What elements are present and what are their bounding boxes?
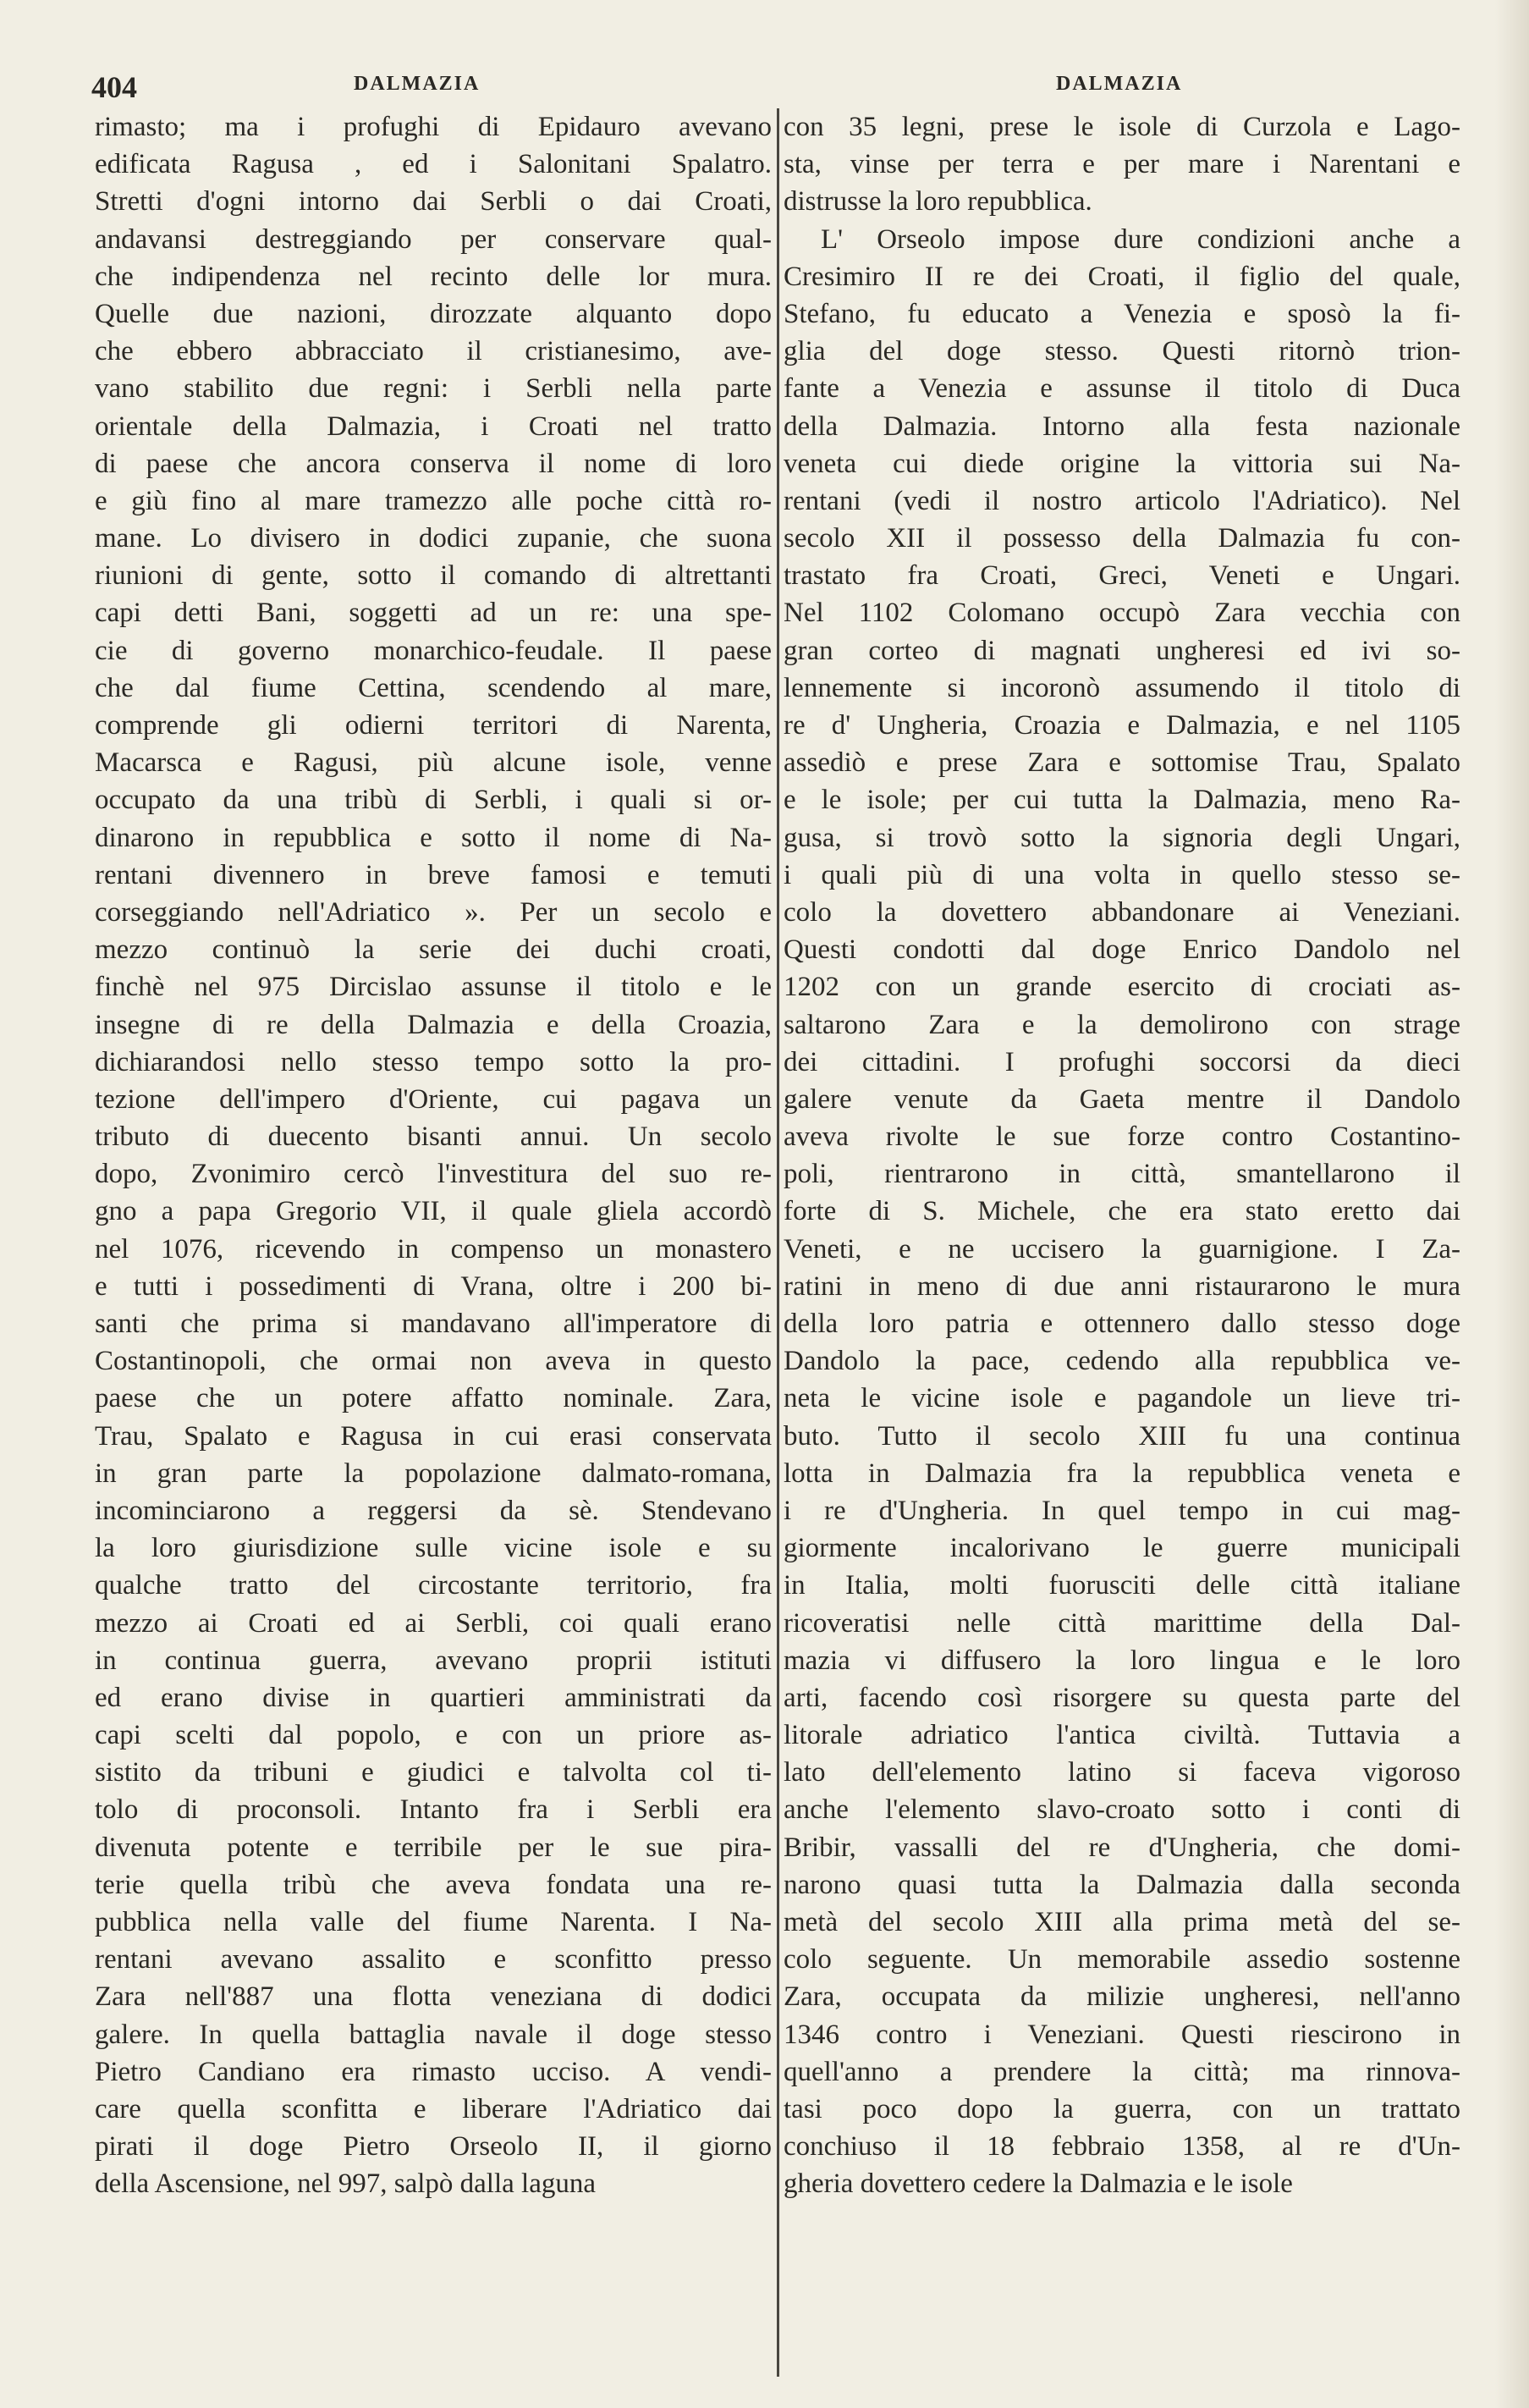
text-line: che dal fiume Cettina, scendendo al mare, [95, 672, 772, 703]
running-head-left: DALMAZIA [354, 73, 481, 95]
text-line: ratini in meno di due anni ristaurarono le mura [784, 1270, 1460, 1302]
text-line: dei cittadini. I profughi soccorsi da dieci [784, 1046, 1460, 1077]
text-line: galere venute da Gaeta mentre il Dandolo [784, 1083, 1460, 1115]
text-line: santi che prima si mandavano all'imperatore di [95, 1309, 772, 1339]
text-line: riunioni di gente, sotto il comando di altrettanti [95, 560, 772, 592]
text-line: saltarono Zara e la demolirono con strage [784, 1009, 1460, 1040]
text-line: gno a papa Gregorio VII, il quale gliela accordò [95, 1196, 772, 1227]
text-line: Zara nell'887 una flotta veneziana di dodici [95, 1981, 772, 2013]
text-line: incominciarono a reggersi da sè. Stendevano [95, 1495, 772, 1526]
text-line: L' Orseolo impose dure condizioni anche a [821, 223, 1460, 255]
text-line: colo la dovettero abbandonare ai Veneziani. [784, 896, 1460, 928]
text-line: metà del secolo XIII alla prima metà del se- [784, 1907, 1460, 1937]
text-line: Stefano, fu educato a Venezia e sposò la fi- [784, 298, 1460, 329]
text-line: che indipendenza nel recinto delle lor mura. [95, 261, 772, 292]
text-line: veneta cui diede origine la vittoria sui Na- [784, 448, 1460, 479]
text-line: mezzo ai Croati ed ai Serbli, coi quali erano [95, 1607, 772, 1639]
text-line: Cresimiro II re dei Croati, il figlio del quale, [784, 261, 1460, 292]
text-line: anche l'elemento slavo-croato sotto i conti di [784, 1794, 1460, 1826]
text-line: rentani avevano assalito e sconfitto presso [95, 1944, 772, 1975]
text-line: mane. Lo divisero in dodici zupanie, che suona [95, 523, 772, 554]
text-line: trastato fra Croati, Greci, Veneti e Ungari. [784, 560, 1460, 592]
text-line: forte di S. Michele, che era stato eretto dai [784, 1196, 1460, 1227]
text-line: re d' Ungheria, Croazia e Dalmazia, e nel 1105 [784, 710, 1460, 741]
text-line: edificata Ragusa , ed i Salonitani Spalatro. [95, 149, 772, 180]
text-line: della loro patria e ottennero dallo stesso doge [784, 1309, 1460, 1339]
text-line: Trau, Spalato e Ragusa in cui erasi conservata [95, 1420, 772, 1452]
text-line: 1202 con un grande esercito di crociati as- [784, 972, 1460, 1003]
page-edge [1495, 0, 1529, 2408]
text-line: poli, rientrarono in città, smantellarono il [784, 1159, 1460, 1190]
text-line: fante a Venezia e assunse il titolo di Duca [784, 373, 1460, 405]
text-line: rentani (vedi il nostro articolo l'Adriatico). Nel [784, 485, 1460, 516]
page-number: 404 [91, 70, 137, 104]
text-line: capi detti Bani, soggetti ad un re: una spe- [95, 598, 772, 629]
text-line: assediò e prese Zara e sottomise Trau, Spalato [784, 747, 1460, 779]
text-line: Pietro Candiano era rimasto ucciso. A vendi- [95, 2056, 772, 2087]
text-line: distrusse la loro repubblica. [784, 186, 1092, 218]
text-line: occupato da una tribù di Serbli, i quali si or- [95, 785, 772, 816]
column-divider [777, 108, 779, 2377]
text-line: della Dalmazia. Intorno alla festa nazionale [784, 411, 1460, 442]
text-line: aveva rivolte le sue forze contro Costantino- [784, 1121, 1460, 1153]
text-line: mezzo continuò la serie dei duchi croati, [95, 934, 772, 966]
text-line: insegne di re della Dalmazia e della Croazia, [95, 1009, 772, 1040]
text-line: lato dell'elemento latino si faceva vigoroso [784, 1757, 1460, 1788]
text-line: 1346 contro i Veneziani. Questi riescirono in [784, 2019, 1460, 2050]
text-line: Veneti, e ne uccisero la guarnigione. I Za- [784, 1233, 1460, 1265]
text-line: i re d'Ungheria. In quel tempo in cui mag- [784, 1495, 1460, 1526]
text-line: Stretti d'ogni intorno dai Serbli o dai Croati, [95, 186, 772, 218]
text-line: Macarsca e Ragusi, più alcune isole, venne [95, 747, 772, 779]
text-line: gran corteo di magnati ungheresi ed ivi so- [784, 635, 1460, 666]
text-line: dichiarandosi nello stesso tempo sotto la pro- [95, 1046, 772, 1077]
text-line: che ebbero abbracciato il cristianesimo, ave- [95, 336, 772, 367]
text-line: neta le vicine isole e pagandole un lieve tri- [784, 1383, 1460, 1414]
text-line: secolo XII il possesso della Dalmazia fu con- [784, 523, 1460, 554]
text-line: rimasto; ma i profughi di Epidauro avevano [95, 112, 772, 142]
text-line: in Italia, molti fuorusciti delle città italiane [784, 1570, 1460, 1601]
text-line: e giù fino al mare tramezzo alle poche città ro- [95, 485, 772, 516]
text-line: in continua guerra, avevano proprii istituti [95, 1645, 772, 1676]
right-column [784, 108, 1460, 2203]
text-line: e tutti i possedimenti di Vrana, oltre i 200 bi- [95, 1270, 772, 1302]
text-line: Bribir, vassalli del re d'Ungheria, che domi- [784, 1832, 1460, 1863]
page-header [91, 69, 1495, 107]
text-line: tezione dell'impero d'Oriente, cui pagava un [95, 1083, 772, 1115]
text-line: qualche tratto del circostante territorio, fra [95, 1570, 772, 1601]
text-line: lennemente si incoronò assumendo il titolo di [784, 672, 1460, 703]
text-line: tasi poco dopo la guerra, con un trattato [784, 2093, 1460, 2124]
text-line: cie di governo monarchico-feudale. Il paese [95, 635, 772, 666]
text-line: con 35 legni, prese le isole di Curzola e Lago- [784, 112, 1460, 142]
text-line: sistito da tribuni e giudici e talvolta col ti- [95, 1757, 772, 1788]
text-line: corseggiando nell'Adriatico ». Per un secolo e [95, 896, 772, 928]
text-line: andavansi destreggiando per conservare qual- [95, 223, 772, 255]
text-line: ricoveratisi nelle città marittime della Dal- [784, 1607, 1460, 1639]
text-line: Zara, occupata da milizie ungheresi, nell'anno [784, 1981, 1460, 2013]
text-line: gusa, si trovò sotto la signoria degli Ungari, [784, 822, 1460, 853]
text-line: comprende gli odierni territori di Narenta, [95, 710, 772, 741]
running-head-right: DALMAZIA [1056, 73, 1183, 95]
text-line: vano stabilito due regni: i Serbli nella parte [95, 373, 772, 405]
text-line: litorale adriatico l'antica civiltà. Tuttavia a [784, 1720, 1460, 1751]
text-line: pirati il doge Pietro Orseolo II, il giorno [95, 2131, 772, 2163]
text-line: dinarono in repubblica e sotto il nome di Na- [95, 822, 772, 853]
text-line: mazia vi diffusero la loro lingua e le loro [784, 1645, 1460, 1676]
text-line: terie quella tribù che aveva fondata una re- [95, 1869, 772, 1900]
text-line: di paese che ancora conserva il nome di loro [95, 448, 772, 479]
text-line: galere. In quella battaglia navale il doge stesso [95, 2019, 772, 2050]
text-line: Quelle due nazioni, dirozzate alquanto dopo [95, 298, 772, 329]
text-line: rentani divennero in breve famosi e temuti [95, 859, 772, 890]
text-line: i quali più di una volta in quello stesso se- [784, 859, 1460, 890]
text-line: divenuta potente e terribile per le sue pira- [95, 1832, 772, 1863]
text-line: tributo di duecento bisanti annui. Un secolo [95, 1121, 772, 1153]
text-line: Nel 1102 Colomano occupò Zara vecchia con [784, 598, 1460, 629]
text-line: giormente incalorivano le guerre municipali [784, 1533, 1460, 1564]
text-line: la loro giurisdizione sulle vicine isole e su [95, 1533, 772, 1564]
left-column [95, 108, 772, 2203]
text-line: quell'anno a prendere la città; ma rinnova- [784, 2056, 1460, 2087]
text-line: narono quasi tutta la Dalmazia dalla seconda [784, 1869, 1460, 1900]
text-line: pubblica nella valle del fiume Narenta. I Na- [95, 1907, 772, 1937]
text-line: e le isole; per cui tutta la Dalmazia, meno Ra- [784, 785, 1460, 816]
text-line: ed erano divise in quartieri amministrati da [95, 1682, 772, 1713]
text-line: lotta in Dalmazia fra la repubblica veneta e [784, 1457, 1460, 1489]
text-line: paese che un potere affatto nominale. Zara, [95, 1383, 772, 1414]
text-line: della Ascensione, nel 997, salpò dalla laguna [95, 2168, 597, 2200]
text-line: finchè nel 975 Dircislao assunse il titolo e le [95, 972, 772, 1003]
text-line: sta, vinse per terra e per mare i Narentani e [784, 149, 1460, 180]
text-line: orientale della Dalmazia, i Croati nel tratto [95, 411, 772, 442]
text-line: tolo di proconsoli. Intanto fra i Serbli era [95, 1794, 772, 1826]
text-line: nel 1076, ricevendo in compenso un monastero [95, 1233, 772, 1265]
text-line: capi scelti dal popolo, e con un priore as- [95, 1720, 772, 1751]
text-line: Costantinopoli, che ormai non aveva in questo [95, 1346, 772, 1377]
text-line: glia del doge stesso. Questi ritornò trion- [784, 336, 1460, 367]
text-line: dopo, Zvonimiro cercò l'investitura del suo re- [95, 1159, 772, 1190]
text-line: arti, facendo così risorgere su questa parte del [784, 1682, 1460, 1713]
text-line: Questi condotti dal doge Enrico Dandolo nel [784, 934, 1460, 966]
text-line: gheria dovettero cedere la Dalmazia e le isole [784, 2168, 1293, 2200]
text-line: care quella sconfitta e liberare l'Adriatico dai [95, 2093, 772, 2124]
text-line: conchiuso il 18 febbraio 1358, al re d'Un- [784, 2131, 1460, 2163]
text-line: buto. Tutto il secolo XIII fu una continua [784, 1420, 1460, 1452]
text-line: Dandolo la pace, cedendo alla repubblica ve- [784, 1346, 1460, 1377]
text-line: in gran parte la popolazione dalmato-romana, [95, 1457, 772, 1489]
text-line: colo seguente. Un memorabile assedio sostenne [784, 1944, 1460, 1975]
